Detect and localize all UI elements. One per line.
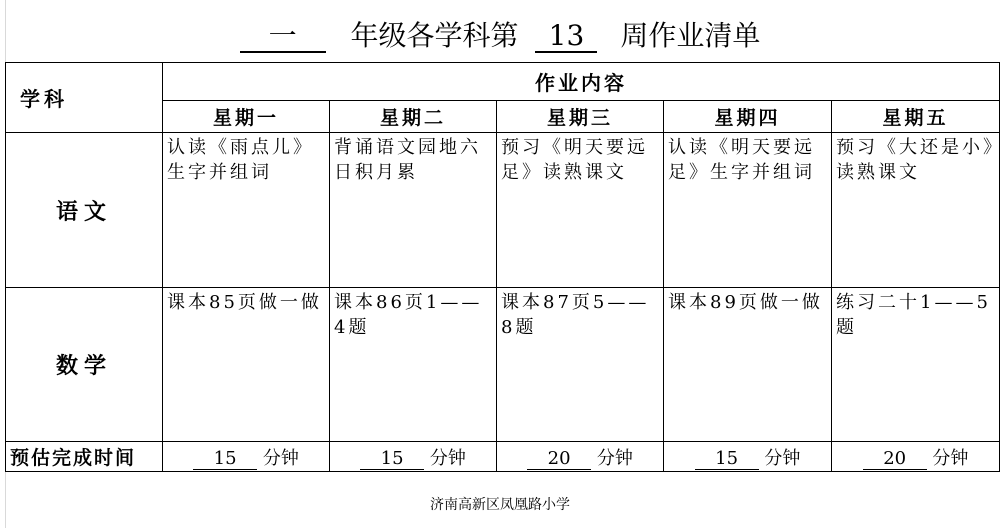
math-fri: 练习二十1——5题 (832, 288, 1000, 442)
time-value: 20 (527, 449, 591, 470)
math-mon: 课本85页做一做 (163, 288, 330, 442)
chinese-fri: 预习《大还是小》读熟课文 (832, 133, 1000, 288)
time-wed (497, 442, 664, 472)
table-row-time (6, 442, 1000, 472)
homework-table (5, 62, 1000, 472)
school-name: 济南高新区凤凰路小学 (430, 497, 570, 513)
chinese-mon: 认读《雨点儿》生字并组词 (163, 133, 330, 288)
time-thu (664, 442, 832, 472)
table-row-math (6, 288, 1000, 442)
time-label: 预估完成时间 (6, 442, 163, 472)
chinese-thu: 认读《明天要远足》生字并组词 (664, 133, 832, 288)
title-middle: 年级各学科第 (350, 19, 519, 52)
subject-chinese: 语文 (6, 133, 163, 288)
time-tue (330, 442, 497, 472)
math-tue: 课本86页1——4题 (330, 288, 497, 442)
chinese-wed: 预习《明天要远足》读熟课文 (497, 133, 664, 288)
time-unit: 分钟 (596, 447, 633, 469)
time-unit: 分钟 (429, 447, 466, 469)
subject-header: 学科 (6, 63, 163, 133)
time-unit: 分钟 (932, 447, 969, 469)
time-value: 15 (360, 449, 424, 470)
day-header-tue: 星期二 (330, 101, 497, 133)
math-thu: 课本89页做一做 (664, 288, 832, 442)
day-header-mon: 星期一 (163, 101, 330, 133)
time-fri (832, 442, 1000, 472)
math-wed: 课本87页5——8题 (497, 288, 664, 442)
time-value: 15 (695, 449, 759, 470)
day-header-fri: 星期五 (832, 101, 1000, 133)
table-row-chinese (6, 133, 1000, 288)
grade-value: 一 (240, 21, 326, 53)
time-unit: 分钟 (764, 447, 801, 469)
time-mon (163, 442, 330, 472)
time-unit: 分钟 (262, 447, 299, 469)
chinese-tue: 背诵语文园地六日积月累 (330, 133, 497, 288)
subject-math: 数学 (6, 288, 163, 442)
content-header: 作业内容 (163, 63, 1000, 101)
page-title (0, 14, 1000, 54)
time-value: 15 (193, 449, 257, 470)
day-header-wed: 星期三 (497, 101, 664, 133)
day-header-thu: 星期四 (664, 101, 832, 133)
week-value: 13 (535, 21, 597, 53)
title-tail: 周作业清单 (620, 19, 761, 52)
time-value: 20 (863, 449, 927, 470)
